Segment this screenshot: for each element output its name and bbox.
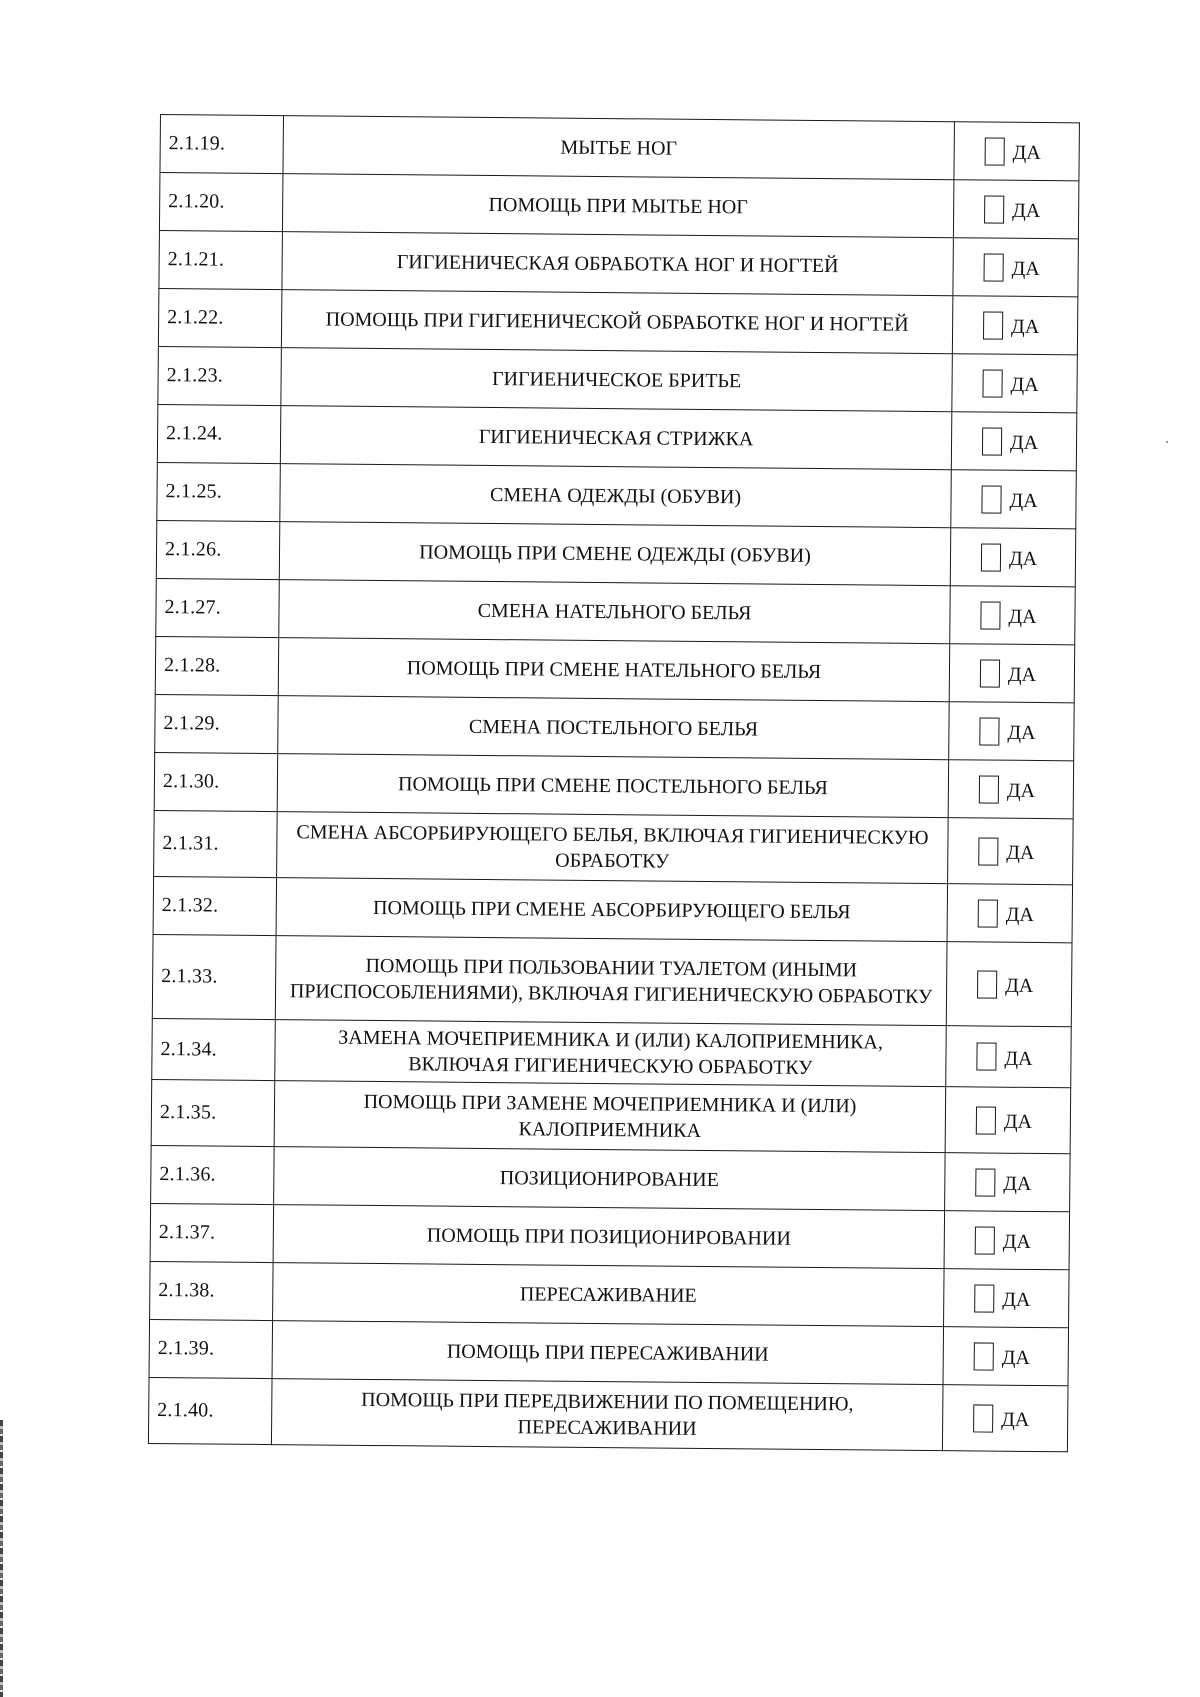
checkbox-group	[946, 1042, 1070, 1071]
yes-checkbox[interactable]	[975, 1168, 995, 1196]
checkbox-group	[954, 195, 1078, 224]
yes-checkbox[interactable]	[985, 137, 1005, 165]
service-code: 2.1.25.	[157, 462, 281, 521]
checkbox-group	[949, 775, 1073, 804]
table-row	[159, 173, 1078, 239]
service-name: ПОМОЩЬ ПРИ СМЕНЕ ПОСТЕЛЬНОГО БЕЛЬЯ	[277, 754, 948, 818]
service-name: ПОЗИЦИОНИРОВАНИЕ	[274, 1147, 945, 1211]
yes-label: ДА	[1010, 373, 1039, 396]
checkbox-group	[946, 1106, 1070, 1135]
yes-label: ДА	[1002, 1230, 1031, 1253]
service-name: ЗАМЕНА МОЧЕПРИЕМНИКА И (ИЛИ) КАЛОПРИЕМНИКА, ВКЛЮЧАЯ ГИГИЕНИЧЕСКУЮ ОБРАБОТКУ	[275, 1020, 947, 1087]
service-check-cell	[949, 702, 1075, 761]
service-check-cell	[953, 238, 1079, 297]
service-check-cell	[951, 470, 1077, 529]
service-code: 2.1.35.	[151, 1079, 275, 1146]
yes-label: ДА	[1001, 1408, 1030, 1431]
yes-checkbox[interactable]	[973, 1404, 993, 1432]
yes-checkbox[interactable]	[980, 601, 1000, 629]
yes-label: ДА	[1005, 903, 1034, 926]
table-row	[149, 1319, 1068, 1385]
service-code: 2.1.32.	[153, 876, 277, 935]
table-row	[152, 934, 1072, 1026]
yes-checkbox[interactable]	[981, 485, 1001, 513]
yes-label: ДА	[1003, 1110, 1033, 1133]
yes-label: ДА	[1005, 974, 1034, 997]
service-code: 2.1.38.	[150, 1261, 274, 1320]
yes-label: ДА	[1002, 1288, 1031, 1311]
service-code: 2.1.30.	[154, 752, 278, 811]
service-code: 2.1.21.	[159, 230, 283, 289]
yes-checkbox[interactable]	[976, 1106, 996, 1134]
table-row	[150, 1203, 1069, 1269]
service-code: 2.1.33.	[152, 934, 276, 1019]
checkbox-group	[954, 253, 1078, 282]
service-name: СМЕНА НАТЕЛЬНОГО БЕЛЬЯ	[279, 580, 950, 644]
service-check-cell	[944, 1269, 1070, 1328]
service-check-cell	[946, 942, 1072, 1027]
service-code: 2.1.40.	[148, 1377, 272, 1444]
checkbox-group	[949, 717, 1073, 746]
yes-label: ДА	[1011, 315, 1040, 338]
table-row	[154, 752, 1073, 818]
checkbox-group	[943, 1404, 1067, 1433]
service-check-cell	[948, 760, 1074, 819]
service-check-cell	[952, 296, 1078, 355]
yes-checkbox[interactable]	[984, 253, 1004, 281]
service-code: 2.1.26.	[156, 520, 280, 579]
service-name: СМЕНА ПОСТЕЛЬНОГО БЕЛЬЯ	[278, 696, 949, 760]
yes-label: ДА	[1001, 1346, 1030, 1369]
yes-checkbox[interactable]	[977, 970, 997, 998]
checkbox-group	[951, 543, 1075, 572]
yes-checkbox[interactable]	[975, 1226, 995, 1254]
yes-checkbox[interactable]	[980, 659, 1000, 687]
service-check-cell	[954, 122, 1080, 181]
checkbox-group	[955, 137, 1079, 166]
yes-checkbox[interactable]	[982, 427, 1002, 455]
service-code: 2.1.28.	[155, 636, 279, 695]
checkbox-group	[950, 601, 1074, 630]
checkbox-group	[947, 970, 1071, 999]
checkbox-group	[945, 1168, 1069, 1197]
service-code: 2.1.36.	[151, 1145, 275, 1204]
service-check-cell	[945, 1087, 1071, 1154]
service-check-cell	[949, 644, 1075, 703]
table-row	[158, 346, 1077, 412]
yes-checkbox[interactable]	[979, 775, 999, 803]
yes-label: ДА	[1006, 841, 1035, 864]
service-name: ПОМОЩЬ ПРИ ЗАМЕНЕ МОЧЕПРИЕМНИКА И (ИЛИ) КАЛОПРИЕМНИКА	[274, 1081, 946, 1153]
service-name: ПОМОЩЬ ПРИ ПЕРЕДВИЖЕНИИ ПО ПОМЕЩЕНИЮ, ПЕРЕСАЖИВАНИИ	[271, 1379, 943, 1451]
services-form	[148, 114, 1080, 1452]
service-name: ПОМОЩЬ ПРИ СМЕНЕ НАТЕЛЬНОГО БЕЛЬЯ	[278, 638, 949, 702]
service-name: СМЕНА ОДЕЖДЫ (ОБУВИ)	[280, 464, 951, 528]
service-check-cell	[942, 1385, 1068, 1452]
service-code: 2.1.22.	[158, 288, 282, 347]
service-check-cell	[947, 884, 1073, 943]
yes-checkbox[interactable]	[983, 311, 1003, 339]
yes-checkbox[interactable]	[974, 1342, 994, 1370]
service-name: ПОМОЩЬ ПРИ ПЕРЕСАЖИВАНИИ	[272, 1321, 943, 1385]
table-row	[157, 462, 1076, 528]
service-code: 2.1.39.	[149, 1319, 273, 1378]
yes-checkbox[interactable]	[978, 837, 998, 865]
service-code: 2.1.31.	[154, 810, 278, 877]
service-check-cell	[951, 412, 1077, 471]
service-name: ПОМОЩЬ ПРИ СМЕНЕ АБСОРБИРУЮЩЕГО БЕЛЬЯ	[276, 878, 947, 942]
service-code: 2.1.23.	[158, 346, 282, 405]
service-check-cell	[953, 180, 1079, 239]
scan-speck	[1166, 441, 1168, 443]
yes-label: ДА	[1009, 489, 1038, 512]
service-code: 2.1.20.	[159, 173, 283, 232]
service-name: ПОМОЩЬ ПРИ МЫТЬЕ НОГ	[282, 174, 953, 238]
yes-checkbox[interactable]	[982, 369, 1002, 397]
table-row	[157, 404, 1076, 470]
table-row	[148, 1377, 1068, 1451]
service-check-cell	[948, 818, 1074, 885]
service-name: ГИГИЕНИЧЕСКОЕ БРИТЬЕ	[281, 348, 952, 412]
service-code: 2.1.27.	[156, 578, 280, 637]
service-check-cell	[944, 1211, 1070, 1270]
checkbox-group	[948, 899, 1072, 928]
yes-checkbox[interactable]	[981, 543, 1001, 571]
service-code: 2.1.34.	[152, 1018, 276, 1080]
yes-label: ДА	[1004, 1047, 1033, 1070]
service-name: ПОМОЩЬ ПРИ СМЕНЕ ОДЕЖДЫ (ОБУВИ)	[279, 522, 950, 586]
checkbox-group	[950, 659, 1074, 688]
service-name: ГИГИЕНИЧЕСКАЯ СТРИЖКА	[280, 406, 951, 470]
service-name: ГИГИЕНИЧЕСКАЯ ОБРАБОТКА НОГ И НОГТЕЙ	[282, 232, 953, 296]
service-check-cell	[946, 1026, 1072, 1088]
yes-label: ДА	[1009, 431, 1039, 454]
service-name: ПОМОЩЬ ПРИ ГИГИЕНИЧЕСКОЙ ОБРАБОТКЕ НОГ И НОГТЕЙ	[281, 290, 952, 354]
service-check-cell	[952, 354, 1078, 413]
table-row	[152, 1018, 1072, 1087]
table-row	[159, 230, 1078, 296]
yes-checkbox[interactable]	[978, 899, 998, 927]
service-check-cell	[943, 1327, 1069, 1386]
checkbox-group	[944, 1284, 1068, 1313]
checkbox-group	[945, 1226, 1069, 1255]
service-name: СМЕНА АБСОРБИРУЮЩЕГО БЕЛЬЯ, ВКЛЮЧАЯ ГИГИЕНИЧЕСКУЮ ОБРАБОТКУ	[277, 812, 949, 884]
yes-label: ДА	[1008, 605, 1037, 628]
service-check-cell	[950, 586, 1076, 645]
service-code: 2.1.24.	[157, 404, 281, 463]
checkbox-group	[944, 1342, 1068, 1371]
yes-checkbox[interactable]	[984, 195, 1004, 223]
yes-checkbox[interactable]	[974, 1284, 994, 1312]
table-row	[160, 115, 1079, 181]
yes-label: ДА	[1012, 199, 1041, 222]
table-row	[155, 694, 1074, 760]
table-row	[154, 810, 1074, 884]
table-row	[156, 520, 1075, 586]
yes-checkbox[interactable]	[976, 1042, 996, 1070]
services-table-body	[148, 115, 1079, 1452]
table-row	[151, 1145, 1070, 1211]
yes-label: ДА	[1006, 779, 1036, 802]
service-code: 2.1.29.	[155, 694, 279, 753]
table-row	[150, 1261, 1069, 1327]
table-row	[151, 1079, 1071, 1153]
services-table	[148, 114, 1080, 1452]
service-name: ПОМОЩЬ ПРИ ПОЛЬЗОВАНИИ ТУАЛЕТОМ (ИНЫМИ ПРИСПОСОБЛЕНИЯМИ), ВКЛЮЧАЯ ГИГИЕНИЧЕСКУЮ ОБРАБОТКУ	[275, 936, 947, 1026]
service-check-cell	[945, 1153, 1071, 1212]
service-check-cell	[950, 528, 1076, 587]
service-code: 2.1.37.	[150, 1203, 274, 1262]
table-row	[156, 578, 1075, 644]
yes-label: ДА	[1011, 257, 1040, 280]
table-row	[153, 876, 1072, 942]
service-name: ПЕРЕСАЖИВАНИЕ	[273, 1263, 944, 1327]
checkbox-group	[952, 427, 1076, 456]
checkbox-group	[952, 369, 1076, 398]
checkbox-group	[951, 485, 1075, 514]
service-name: ПОМОЩЬ ПРИ ПОЗИЦИОНИРОВАНИИ	[273, 1205, 944, 1269]
service-code: 2.1.19.	[160, 115, 284, 174]
yes-label: ДА	[1007, 721, 1036, 744]
checkbox-group	[948, 837, 1072, 866]
table-row	[158, 288, 1077, 354]
scan-edge-artifact	[0, 1420, 3, 1697]
yes-label: ДА	[1012, 141, 1041, 164]
yes-label: ДА	[1007, 663, 1037, 686]
service-name: МЫТЬЕ НОГ	[283, 116, 954, 180]
yes-checkbox[interactable]	[979, 717, 999, 745]
table-row	[155, 636, 1074, 702]
checkbox-group	[953, 311, 1077, 340]
yes-label: ДА	[1008, 547, 1038, 570]
yes-label: ДА	[1003, 1172, 1032, 1195]
